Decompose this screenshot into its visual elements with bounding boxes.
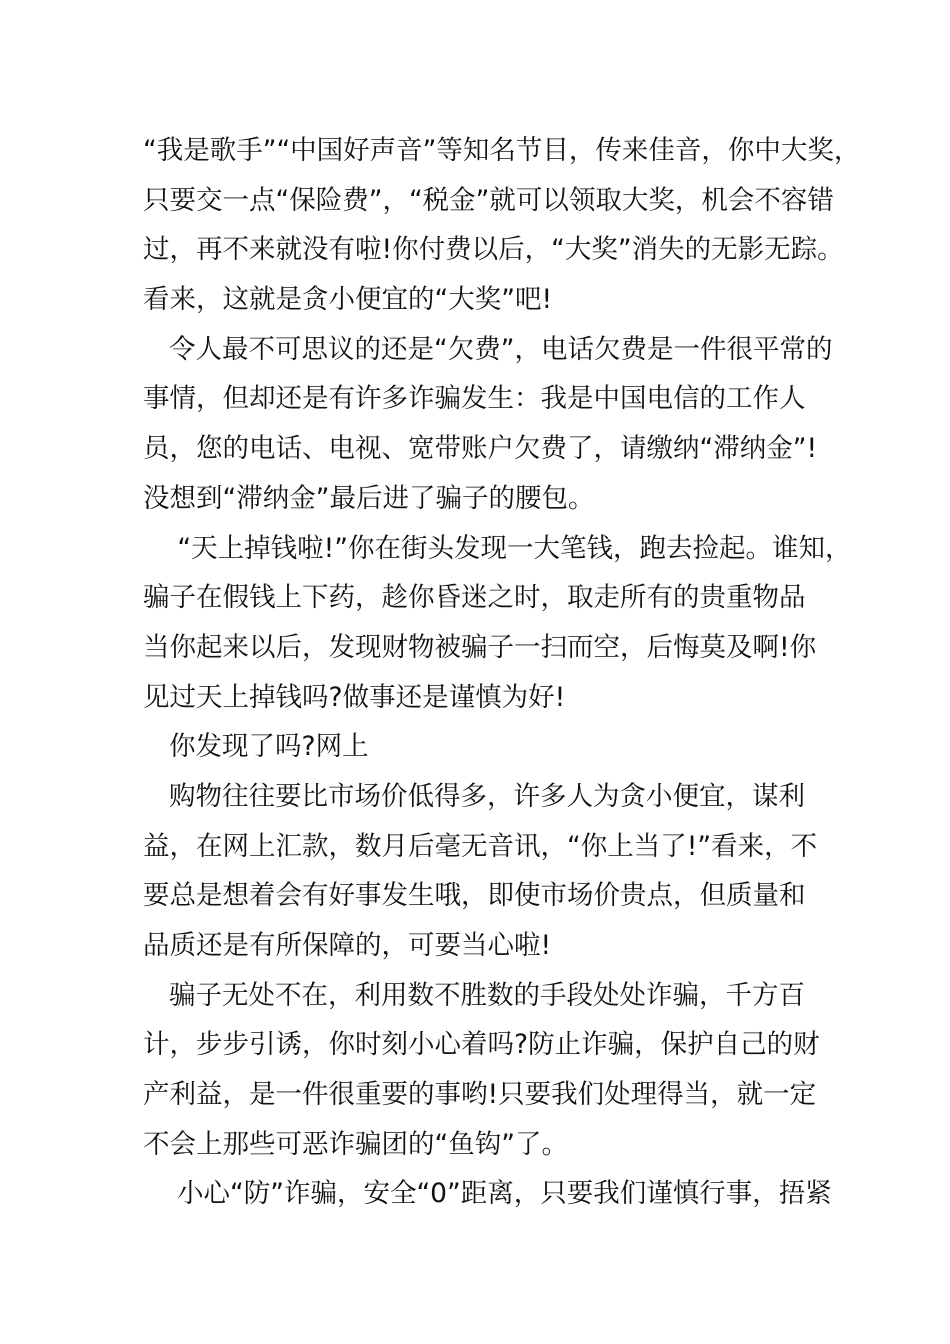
text-line: 计，步步引诱，你时刻小心着吗?防止诈骗，保护自己的财 [143,1029,820,1061]
text-line: 见过天上掉钱吗?做事还是谨慎为好! [143,681,566,713]
text-line: “我是歌手”“中国好声音”等知名节目，传来佳音，你中大奖， [143,135,861,166]
text-line: 骗子无处不在，利用数不胜数的手段处处诈骗，千方百 [169,979,805,1011]
text-line: 员，您的电话、电视、宽带账户欠费了，请缴纳“滞纳金”! [143,433,818,465]
text-line: 事情，但却还是有许多诈骗发生：我是中国电信的工作人 [143,383,806,415]
text-line: 过，再不来就没有啦!你付费以后，“大奖”消失的无影无踪。 [143,234,844,266]
text-line: 小心“防”诈骗，安全“0”距离，只要我们谨慎行事，捂紧 [177,1178,832,1210]
text-line: 益，在网上汇款，数月后毫无音讯，“你上当了!”看来，不 [143,830,818,862]
text-line: 要总是想着会有好事发生哦，即使市场价贵点，但质量和 [143,880,806,912]
body-text [143,126,861,1219]
text-line: 骗子在假钱上下药，趁你昏迷之时，取走所有的贵重物品 [143,582,806,614]
text-line: 当你起来以后，发现财物被骗子一扫而空，后悔莫及啊!你 [143,631,817,663]
text-line: 品质还是有所保障的，可要当心啦! [143,930,552,961]
text-line: 购物往往要比市场价低得多，许多人为贪小便宜，谋利 [169,780,805,812]
text-line: 只要交一点“保险费”，“税金”就可以领取大奖，机会不容错 [143,184,834,216]
text-line: 令人最不可思议的还是“欠费”，电话欠费是一件很平常的 [169,333,833,365]
text-line: 没想到“滞纳金”最后进了骗子的腰包。 [143,482,595,514]
text-line: 看来，这就是贪小便宜的“大奖”吧! [143,284,553,316]
text-line: “天上掉钱啦!”你在街头发现一大笔钱，跑去捡起。谁知， [169,532,852,564]
text-line: 你发现了吗?网上 [169,731,369,763]
text-line: 产利益，是一件很重要的事哟!只要我们处理得当，就一定 [143,1079,817,1111]
text-line: 不会上那些可恶诈骗团的“鱼钩”了。 [143,1128,568,1160]
